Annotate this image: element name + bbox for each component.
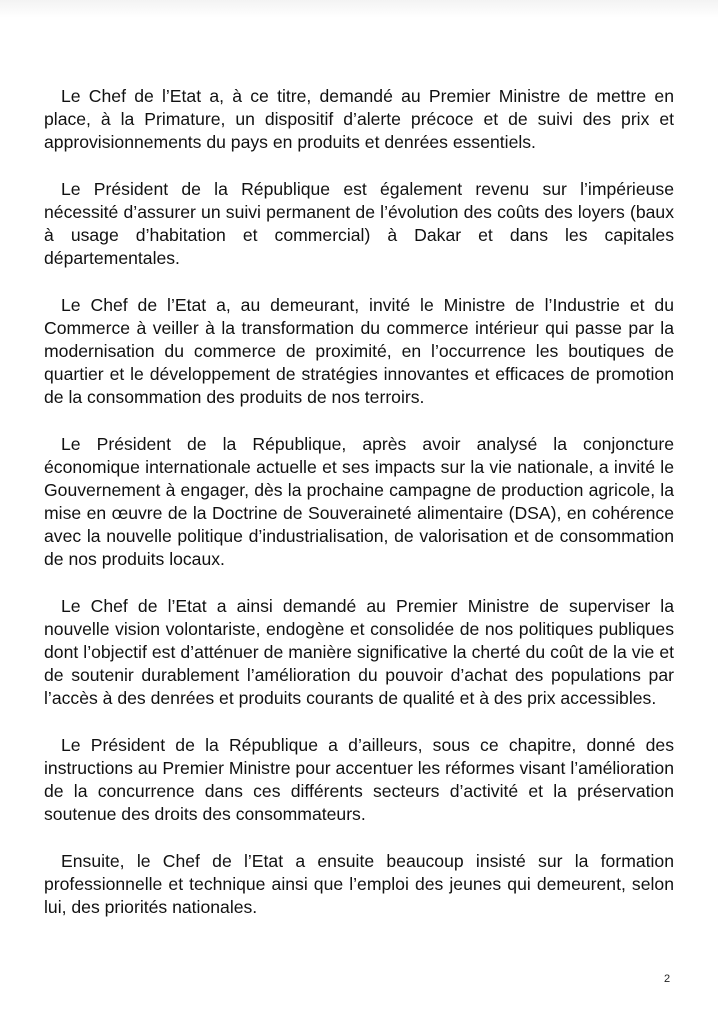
paragraph-1: Le Chef de l’Etat a, à ce titre, demandé au Premier Ministre de mettre en place, à la Primature, un dispositif d’alerte précoce et de suivi des prix et approvisionnements du pays en produits et denrées essentiels. bbox=[44, 86, 674, 152]
document-body bbox=[44, 85, 674, 943]
paragraph-3: Le Chef de l’Etat a, au demeurant, invité le Ministre de l’Industrie et du Commerce à veiller à la transformation du commerce intérieur qui passe par la modernisation du commerce de proximité, en l’occurrence les boutiques de quartier et le développement de stratégies innovantes et efficaces de promotion de la consommation des produits de nos terroirs. bbox=[44, 295, 674, 407]
page-top-edge bbox=[0, 0, 718, 18]
paragraph-2: Le Président de la République est également revenu sur l’impérieuse nécessité d’assurer un suivi permanent de l’évolution des coûts des loyers (baux à usage d’habitation et commercial) à Dakar et dans les capitales départementales. bbox=[44, 179, 674, 268]
page-number: 2 bbox=[664, 973, 671, 985]
paragraph-7: Ensuite, le Chef de l’Etat a ensuite beaucoup insisté sur la formation professionnelle et technique ainsi que l’emploi des jeunes qui demeurent, selon lui, des priorités nationales. bbox=[44, 851, 674, 917]
paragraph-4: Le Président de la République, après avoir analysé la conjoncture économique internationale actuelle et ses impacts sur la vie nationale, a invité le Gouvernement à engager, dès la prochaine campagne de production agricole, la mise en œuvre de la Doctrine de Souveraineté alimentaire (DSA), en cohérence avec la nouvelle politique d’industrialisation, de valorisation et de consommation de nos produits locaux. bbox=[44, 434, 674, 569]
paragraph-6: Le Président de la République a d’ailleurs, sous ce chapitre, donné des instructions au Premier Ministre pour accentuer les réformes visant l’amélioration de la concurrence dans ces différents secteurs d’activité et la préservation soutenue des droits des consommateurs. bbox=[44, 735, 674, 824]
paragraph-5: Le Chef de l’Etat a ainsi demandé au Premier Ministre de superviser la nouvelle vision volontariste, endogène et consolidée de nos politiques publiques dont l’objectif est d’atténuer de manière significative la cherté du coût de la vie et de soutenir durablement l’amélioration du pouvoir d’achat des populations par l’accès à des denrées et produits courants de qualité et à des prix accessibles. bbox=[44, 596, 674, 708]
